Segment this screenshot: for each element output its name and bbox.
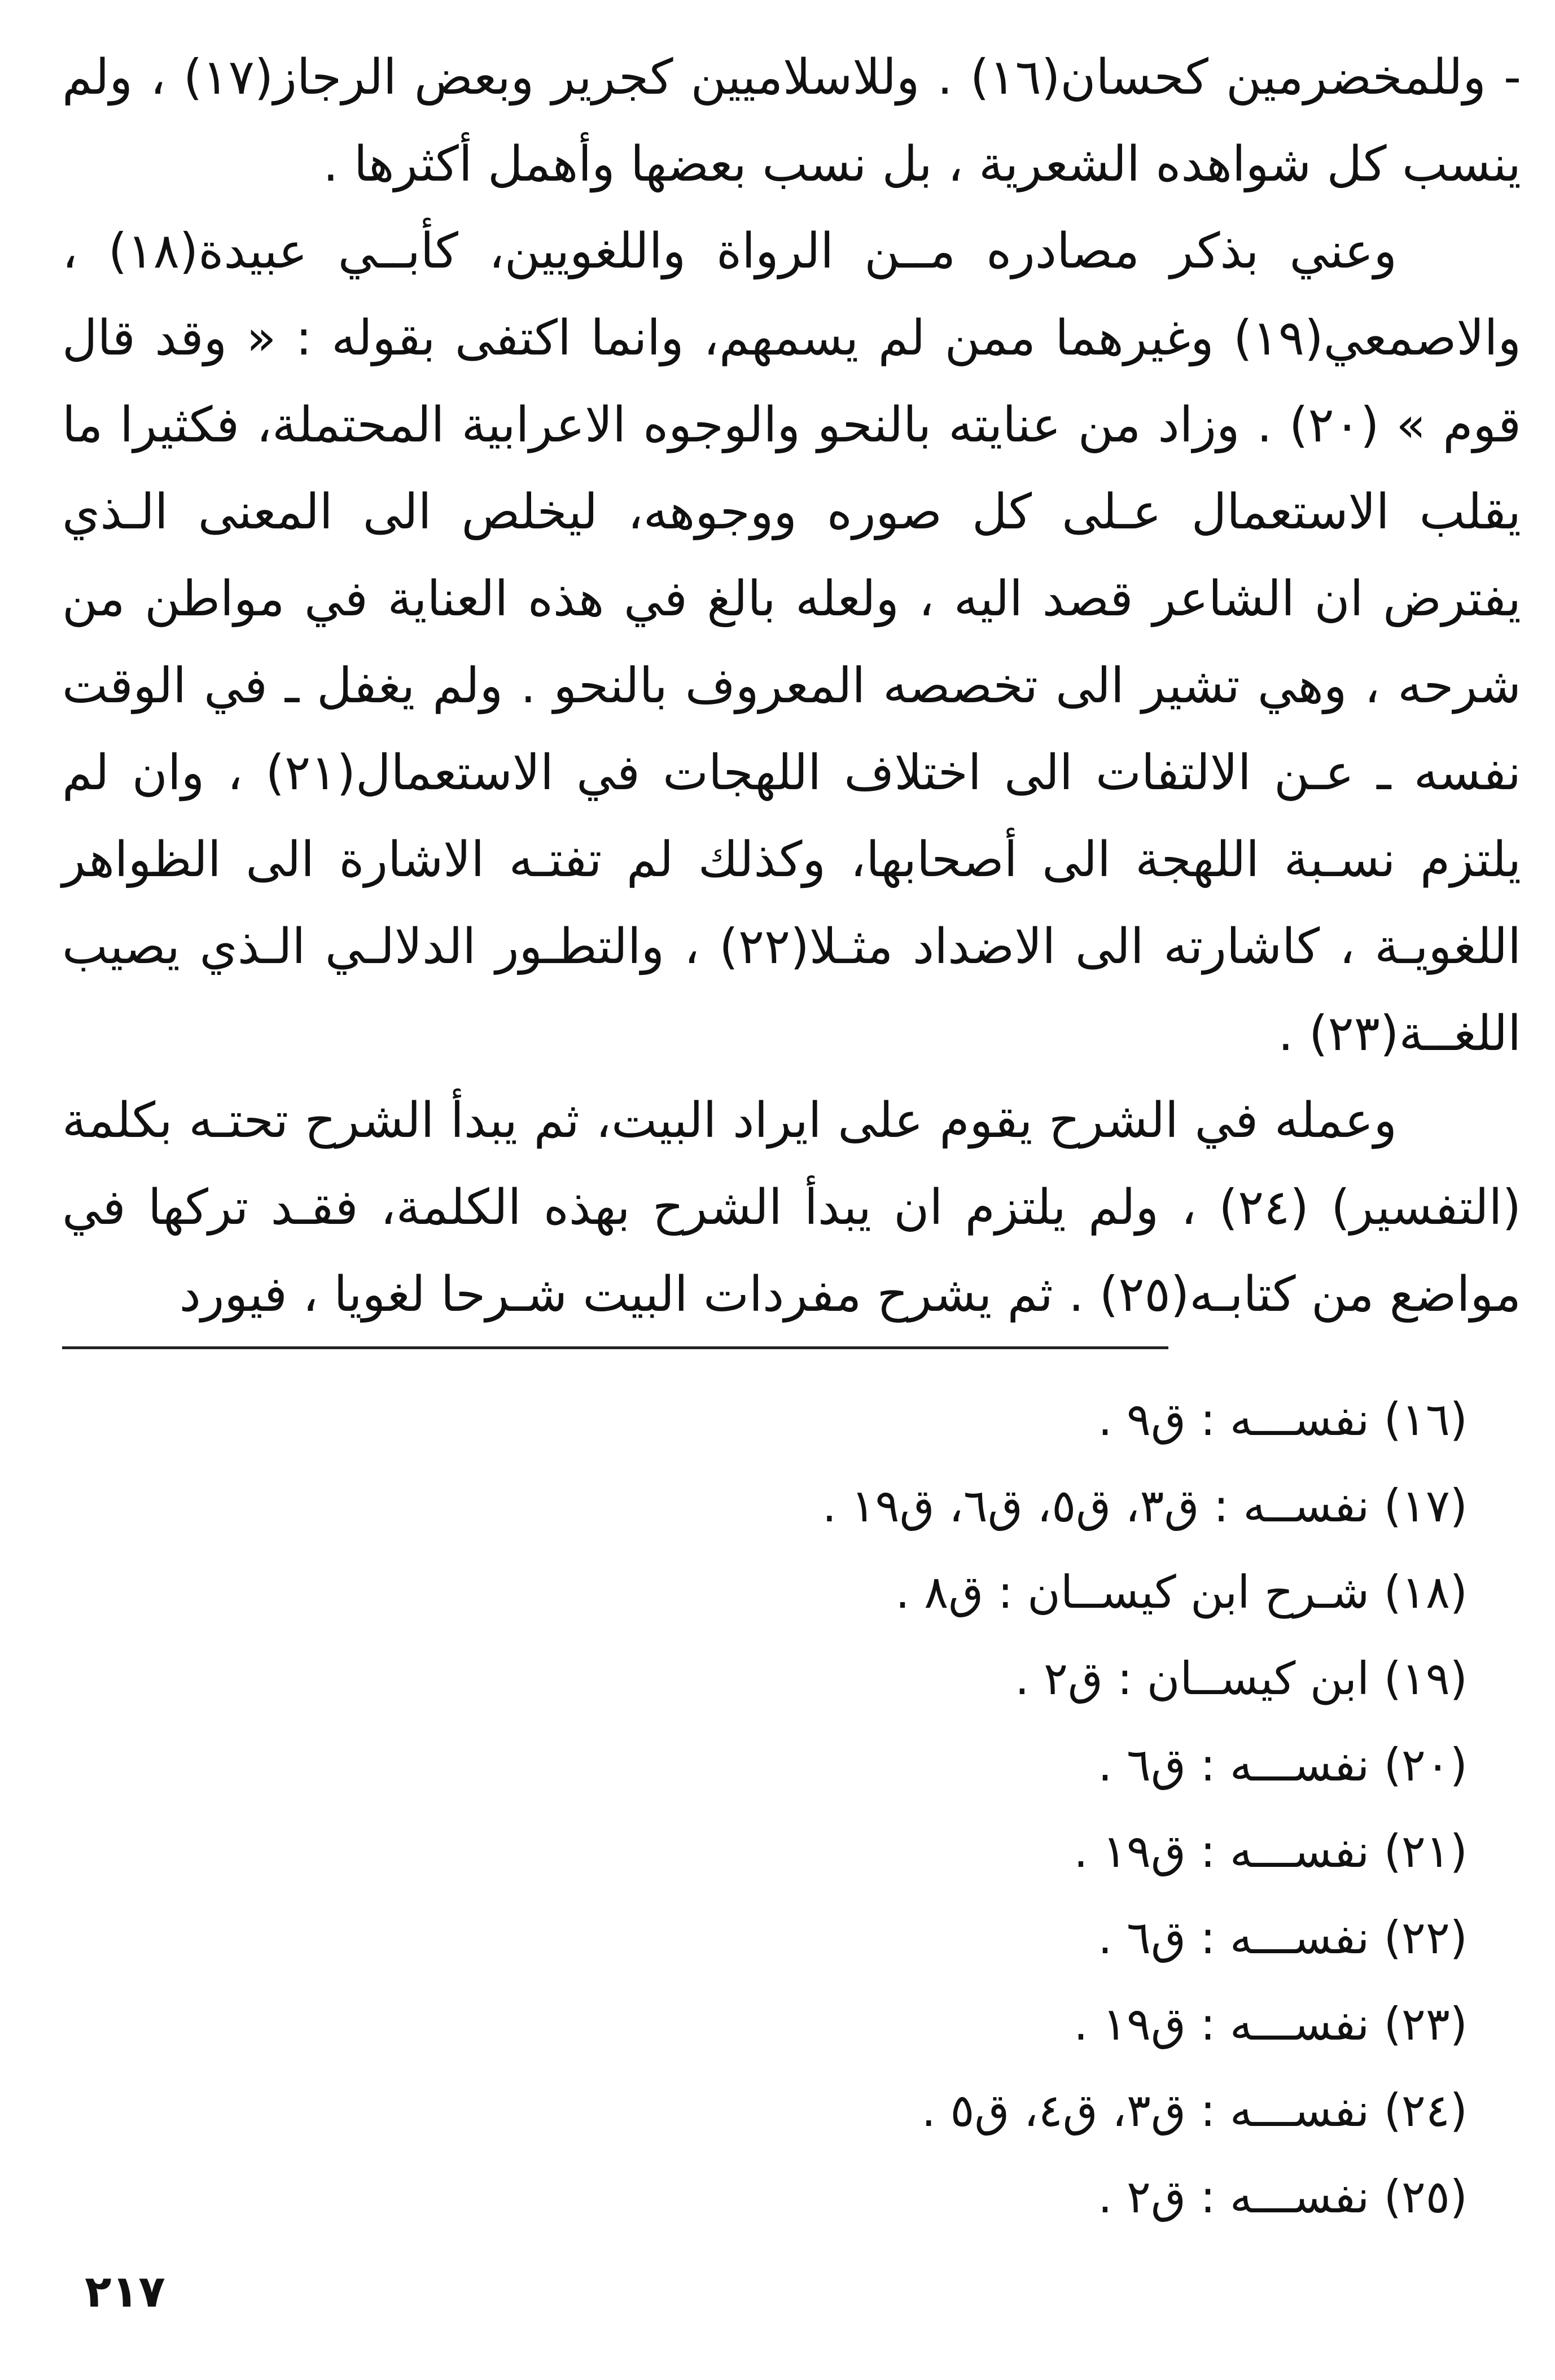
footnote-separator [62, 1346, 1168, 1349]
paragraph-1: - وللمخضرمين كحسان(١٦) . وللاسلاميين كجرير وبعض الرجاز(١٧) ، ولم ينسب كل شواهده الشعرية ، بل نسب بعضها وأهمل أكثرها . [62, 49, 1522, 193]
paragraph-2: وعني بذكر مصادره مــن الرواة واللغويين، كأبــي عبيدة(١٨) ، والاصمعي(١٩) وغيرهما ممن لم يسمهم، وانما اكتفى بقوله : « وقد قال قوم » (٢٠) . وزاد من عنايته بالنحو والوجوه الاعرابية المحتملة، فكثيرا ما يقلب الاستعمال عـلى كل صوره ووجوهه، ليخلص الى المعنى الـذي يفترض ان الشاعر قصد اليه ، ولعله بالغ في هذه العناية في مواطن من شرحه ، وهي تشير الى تخصصه المعروف بالنحو . ولم يغفل ـ في الوقت نفسه ـ عـن الالتفات الى اختلاف اللهجات في الاستعمال(٢١) ، وان لم يلتزم نسـبة اللهجة الى أصحابها، وكذلك لم تفتـه الاشارة الى الظواهر اللغويـة ، كاشارته الى الاضداد مثـلا(٢٢) ، والتطـور الدلالـي الـذي يصيب اللغــة(٢٣) . [62, 223, 1522, 1062]
footnote-22: (٢٢) نفســـه : ق٦ . [1098, 1911, 1468, 1964]
footnotes-list [62, 1376, 1468, 2240]
footnote-21: (٢١) نفســـه : ق١٩ . [1074, 1825, 1468, 1878]
footnote-18: (١٨) شـرح ابن كيســان : ق٨ . [895, 1566, 1468, 1618]
footnote-16: (١٦) نفســـه : ق٩ . [1098, 1393, 1468, 1446]
footnote-25: (٢٥) نفســـه : ق٢ . [1098, 2171, 1468, 2223]
footnote-17: (١٧) نفســه : ق٣، ق٥، ق٦، ق١٩ . [822, 1480, 1468, 1532]
main-text [62, 34, 1521, 1338]
footnote-20: (٢٠) نفســـه : ق٦ . [1098, 1739, 1468, 1791]
paragraph-3: وعمله في الشرح يقوم على ايراد البيت، ثم يبدأ الشرح تحتـه بكلمة (التفسير) (٢٤) ، ولم يلتزم ان يبدأ الشرح بهذه الكلمة، فقـد تركها في مواضع من كتابـه(٢٥) . ثم يشرح مفردات البيت شـرحا لغويا ، فيورد [62, 1092, 1521, 1323]
footnote-24: (٢٤) نفســـه : ق٣، ق٤، ق٥ . [921, 2084, 1468, 2137]
footnote-19: (١٩) ابن كيســان : ق٢ . [1015, 1652, 1468, 1705]
footnote-23: (٢٣) نفســـه : ق١٩ . [1074, 1998, 1468, 2050]
page-number: ٢١٧ [85, 2267, 165, 2317]
